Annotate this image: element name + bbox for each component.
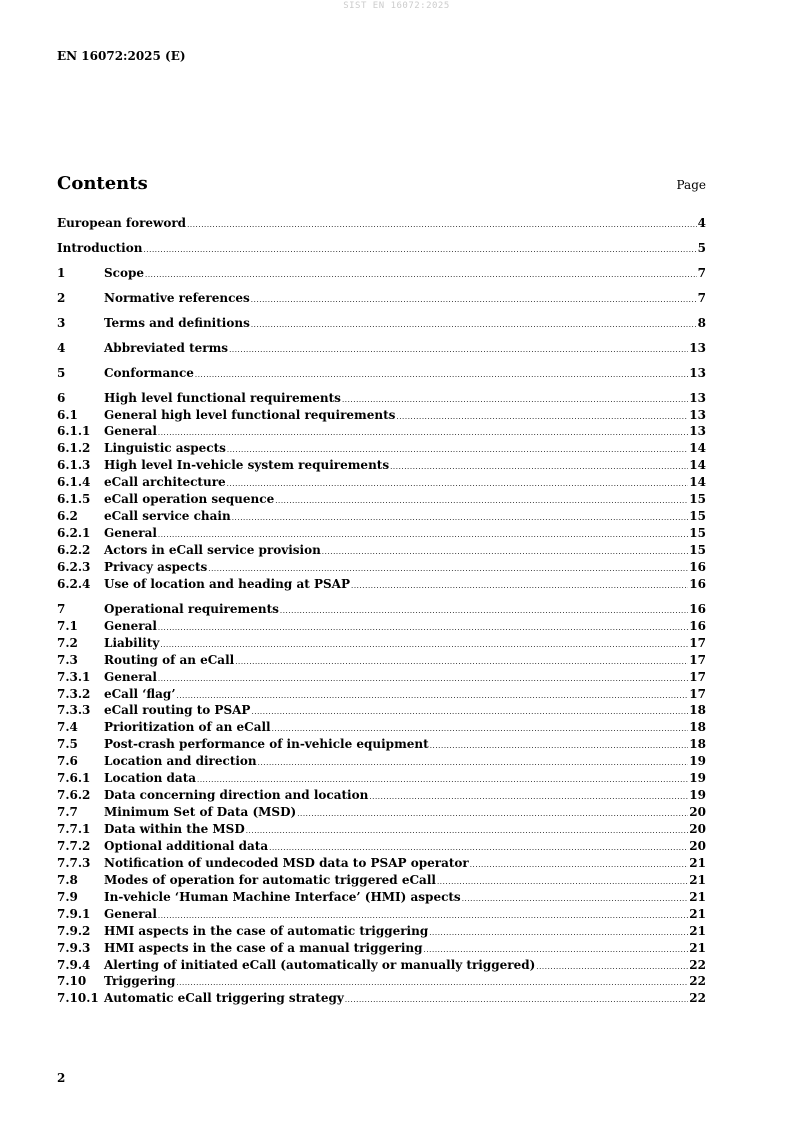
dot-leader [158,621,688,636]
toc-entry-title: Linguistic aspects [104,441,226,456]
toc-entry-page: 21 [689,855,706,870]
toc-entry-title: Modes of operation for automatic triggered eCall [104,872,436,887]
dot-leader [232,511,689,526]
dot-leader [322,545,689,560]
toc-entry-number: 7.10 [57,974,87,989]
dot-leader [251,705,688,720]
dot-leader [369,790,688,805]
toc-entry-page: 16 [689,559,706,574]
document-id: EN 16072:2025 (E) [57,49,186,63]
dot-leader [275,494,688,509]
toc-entry-title: General [104,906,157,921]
toc-entry-title: Notification of undecoded MSD data to PSAP operator [104,855,469,870]
toc-entry-title: eCall routing to PSAP [104,703,251,718]
toc-entry-number: 6.1.1 [57,424,91,439]
toc-entry-title: Introduction [57,240,143,255]
toc-entry-page: 15 [689,509,706,524]
dot-leader [187,218,697,233]
toc-entry-title: eCall service chain [104,509,231,524]
dot-leader [158,528,688,543]
toc-entry-page: 13 [689,365,706,380]
toc-entry-page: 13 [689,407,706,422]
toc-entry-title: Privacy aspects [104,559,208,574]
toc-entry-page: 7 [697,265,706,280]
toc-entry[interactable] [57,492,706,509]
toc-entry-page: 7 [697,290,706,305]
toc-entry-title: General [104,526,157,541]
toc-entry[interactable] [57,924,706,941]
toc-entry-number: 7.4 [57,720,78,735]
toc-entry-page: 16 [689,601,706,616]
toc-entry-number: 1 [57,265,66,280]
toc-entry[interactable] [57,991,706,1008]
toc-entry-page: 20 [689,822,706,836]
toc-entry[interactable] [57,805,706,822]
toc-entry-number: 3 [57,315,66,330]
toc-entry-number: 6.2.2 [57,543,91,557]
dot-leader [429,926,688,941]
toc-entry-number: 6 [57,390,66,405]
toc-entry[interactable] [57,441,706,458]
dot-leader [424,943,689,958]
toc-entry[interactable] [57,771,706,788]
dot-leader [251,293,697,308]
toc-entry-title: Routing of an eCall [104,652,235,667]
toc-entry-number: 6.1.5 [57,492,91,507]
toc-entry-page: 14 [689,475,706,490]
toc-entry-title: Data concerning direction and location [104,788,369,803]
toc-entry-number: 6.1 [57,407,78,422]
dot-leader [351,579,688,594]
toc-entry-number: 7.6.1 [57,771,91,786]
toc-entry-title: High level In-vehicle system requirements [104,458,390,473]
toc-entry-title: General [104,618,157,633]
toc-entry[interactable] [57,958,706,975]
toc-entry-page: 14 [689,458,706,473]
toc-entry-title: Normative references [104,290,250,305]
dot-leader [235,655,688,670]
toc-entry[interactable] [57,907,706,924]
toc-entry-title: eCall operation sequence [104,492,275,507]
toc-entry-title: Actors in eCall service provision [104,543,321,557]
toc-entry[interactable] [57,890,706,907]
toc-entry[interactable] [57,619,706,636]
toc-entry[interactable] [57,543,706,560]
toc-entry[interactable] [57,316,706,333]
toc-entry-page: 13 [689,424,706,439]
toc-entry-title: Liability [104,635,160,650]
toc-entry[interactable] [57,241,706,258]
toc-entry-title: Use of location and heading at PSAP [104,576,350,591]
toc-entry-page: 13 [689,340,706,355]
toc-entry[interactable] [57,577,706,594]
toc-entry-number: 7.2 [57,635,78,650]
page-column-label: Page [676,178,706,192]
toc-entry[interactable] [57,636,706,653]
dot-leader [462,892,689,907]
toc-entry-number: 6.2.4 [57,576,91,591]
dot-leader [297,807,688,822]
dot-leader [470,858,689,873]
dot-leader [280,604,688,619]
toc-entry-page: 4 [697,216,706,230]
toc-entry-number: 7.7.1 [57,822,91,836]
toc-entry-number: 7.9.1 [57,906,91,921]
toc-entry-page: 19 [689,771,706,786]
toc-entry-number: 5 [57,365,66,380]
toc-entry-title: General [104,424,157,439]
toc-entry-page: 15 [689,526,706,541]
toc-entry-number: 6.1.3 [57,458,91,473]
toc-entry-title: Triggering [104,974,176,989]
toc-entry-number: 7.9.3 [57,940,91,955]
toc-entry-page: 20 [689,805,706,820]
toc-entry[interactable] [57,341,706,358]
toc-entry-title: Location data [104,771,197,786]
toc-entry-page: 17 [689,635,706,650]
table-of-contents [57,216,706,1008]
dot-leader [269,841,688,856]
toc-entry-page: 19 [689,788,706,803]
toc-entry[interactable] [57,408,706,425]
toc-entry-title: Scope [104,265,145,280]
toc-entry-page: 17 [689,686,706,701]
toc-entry-page: 15 [689,492,706,507]
toc-entry[interactable] [57,653,706,670]
toc-entry[interactable] [57,788,706,805]
dot-leader [176,976,688,991]
toc-entry-page: 22 [689,957,706,972]
dot-leader [390,460,688,475]
toc-entry[interactable] [57,266,706,283]
toc-entry[interactable] [57,216,706,233]
dot-leader [430,739,689,754]
toc-entry-number: 7.7.2 [57,838,91,853]
toc-entry[interactable] [57,526,706,543]
toc-entry-page: 21 [689,889,706,904]
toc-entry-page: 21 [689,923,706,938]
toc-entry-title: Conformance [104,365,194,380]
toc-entry-number: 7.3 [57,652,78,667]
toc-entry-number: 2 [57,290,66,305]
toc-entry-number: 7.6.2 [57,788,91,803]
dot-leader [246,824,689,839]
toc-entry-number: 6.2 [57,509,78,524]
toc-entry[interactable] [57,703,706,720]
toc-entry[interactable] [57,720,706,737]
toc-entry-title: European foreword [57,216,187,230]
toc-entry-page: 21 [689,906,706,921]
toc-entry-number: 4 [57,340,66,355]
dot-leader [158,909,688,924]
toc-entry-number: 7.6 [57,754,78,769]
toc-entry-number: 6.2.1 [57,526,91,541]
toc-entry-title: Location and direction [104,754,257,769]
toc-entry-title: In-vehicle ‘Human Machine Interface’ (HMI) aspects [104,889,461,904]
dot-leader [158,672,688,687]
toc-entry-title: Alerting of initiated eCall (automatically or manually triggered) [104,957,536,972]
dot-leader [227,477,689,492]
toc-entry[interactable] [57,602,706,619]
toc-entry-number: 7.10.1 [57,991,99,1006]
toc-entry-title: Optional additional data [104,838,269,853]
toc-entry-number: 7.8 [57,872,78,887]
toc-entry-page: 22 [689,991,706,1006]
toc-entry-title: Prioritization of an eCall [104,720,271,735]
toc-entry-number: 6.1.2 [57,441,91,456]
dot-leader [158,426,688,441]
toc-entry-page: 17 [689,669,706,684]
toc-entry-title: eCall ‘flag’ [104,686,176,701]
dot-leader [437,875,688,890]
toc-entry-number: 7.3.1 [57,669,91,684]
watermark: SIST EN 16072:2025 [343,1,450,11]
dot-leader [258,756,689,771]
page-number: 2 [57,1071,66,1085]
toc-entry-page: 21 [689,940,706,955]
toc-entry-title: Operational requirements [104,601,279,616]
toc-entry[interactable] [57,475,706,492]
toc-entry-page: 18 [689,737,706,752]
toc-entry-page: 20 [689,838,706,853]
toc-entry-page: 13 [689,390,706,405]
toc-entry-number: 7 [57,601,66,616]
toc-entry-page: 21 [689,872,706,887]
contents-title: Contents [57,173,148,194]
toc-entry-number: 6.2.3 [57,559,91,574]
dot-leader [197,773,688,788]
dot-leader [251,318,697,333]
toc-entry[interactable] [57,670,706,687]
toc-entry-number: 7.5 [57,737,78,752]
toc-entry-page: 18 [689,703,706,718]
toc-entry[interactable] [57,391,706,408]
toc-entry-number: 7.9 [57,889,78,904]
toc-entry-page: 22 [689,974,706,989]
toc-entry-title: Automatic eCall triggering strategy [104,991,344,1006]
toc-entry-title: High level functional requirements [104,390,341,405]
toc-entry-title: Data within the MSD [104,822,245,836]
toc-entry-page: 18 [689,720,706,735]
toc-entry-title: General high level functional requirements [104,407,396,422]
toc-entry-number: 7.9.4 [57,957,91,972]
toc-entry[interactable] [57,560,706,577]
toc-entry-number: 7.1 [57,618,78,633]
toc-entry[interactable] [57,366,706,383]
toc-entry-page: 19 [689,754,706,769]
toc-entry-page: 5 [697,240,706,255]
dot-leader [345,993,688,1008]
toc-entry-page: 16 [689,576,706,591]
toc-entry-number: 7.9.2 [57,923,91,938]
toc-entry-title: Minimum Set of Data (MSD) [104,805,297,820]
toc-entry-number: 7.7.3 [57,855,91,870]
dot-leader [145,268,697,283]
dot-leader [396,410,688,425]
dot-leader [229,343,688,358]
toc-entry-title: Abbreviated terms [104,340,229,355]
toc-entry-number: 6.1.4 [57,475,91,490]
toc-entry-title: HMI aspects in the case of automatic triggering [104,923,429,938]
dot-leader [160,638,688,653]
toc-entry-title: HMI aspects in the case of a manual triggering [104,940,423,955]
toc-entry[interactable] [57,754,706,771]
toc-entry[interactable] [57,291,706,308]
toc-entry[interactable] [57,839,706,856]
toc-entry-page: 17 [689,652,706,667]
dot-leader [342,393,688,408]
dot-leader [208,562,688,577]
dot-leader [536,960,688,975]
toc-entry-page: 16 [689,618,706,633]
toc-entry[interactable] [57,737,706,754]
toc-entry-title: Terms and definitions [104,315,250,330]
toc-entry-page: 8 [697,315,706,330]
toc-entry[interactable] [57,856,706,873]
toc-entry[interactable] [57,822,706,839]
toc-entry-page: 15 [689,543,706,557]
toc-entry[interactable] [57,974,706,991]
dot-leader [143,243,696,258]
toc-entry[interactable] [57,424,706,441]
toc-entry-number: 7.3.2 [57,686,91,701]
toc-entry[interactable] [57,458,706,475]
dot-leader [272,722,689,737]
dot-leader [177,689,689,704]
toc-entry-page: 14 [689,441,706,456]
toc-entry-number: 7.3.3 [57,703,91,718]
toc-entry[interactable] [57,941,706,958]
toc-entry[interactable] [57,687,706,704]
toc-entry[interactable] [57,873,706,890]
toc-entry[interactable] [57,509,706,526]
toc-entry-title: Post-crash performance of in-vehicle equipment [104,737,429,752]
dot-leader [195,368,688,383]
toc-entry-title: General [104,669,157,684]
toc-entry-title: eCall architecture [104,475,226,490]
dot-leader [227,443,688,458]
toc-entry-number: 7.7 [57,805,78,820]
